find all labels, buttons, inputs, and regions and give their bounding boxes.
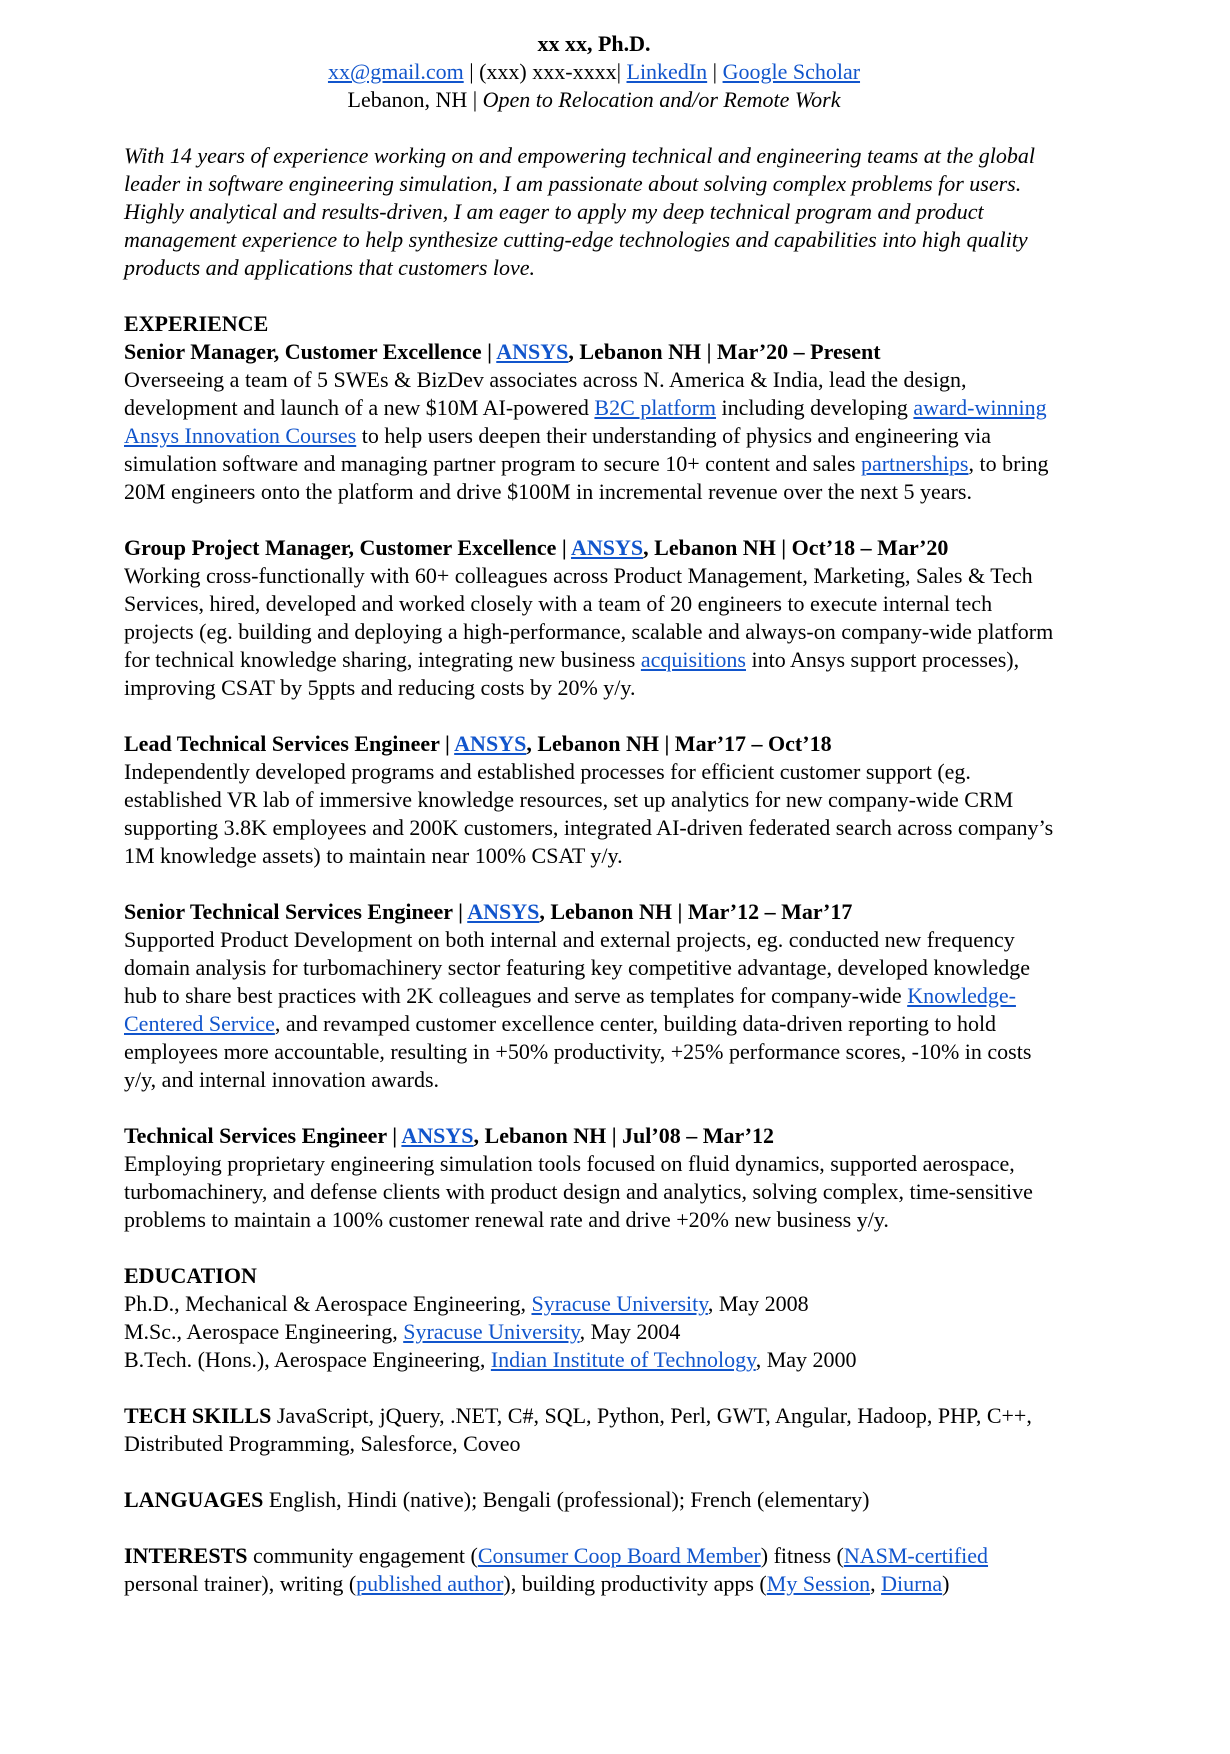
job-title-line [124,1122,1064,1150]
published-author-link[interactable]: published author [356,1571,504,1596]
email-link[interactable]: xx@gmail.com [327,59,464,84]
job-role: Lead Technical Services Engineer | [124,731,455,756]
experience-heading: EXPERIENCE [124,311,269,336]
linkedin-link[interactable]: LinkedIn [626,59,708,84]
company-link[interactable]: ANSYS [571,535,644,560]
job-text: to help users deepen their understanding of physics and engineering via simulation software and managing partner program to secure 10+ content and sales [124,423,991,476]
job-location-dates: , Lebanon NH | Mar’20 – Present [568,339,881,364]
location-line [124,86,1064,114]
school-link[interactable]: Syracuse University [531,1291,708,1316]
job-text: , and revamped customer excellence center, building data-driven reporting to hold employees more accountable, resulting in +50% productivity, +25% performance scores, -10% in costs y/y, and internal innovation awards. [124,1011,1032,1092]
ansys-innovation-courses-link[interactable]: Ansys Innovation Courses [124,423,357,448]
education-list [124,1290,1064,1374]
tech-skills-heading: TECH SKILLS [124,1403,272,1428]
job-description: Employing proprietary engineering simulation tools focused on fluid dynamics, supported aerospace, turbomachinery, and defense clients with product design and analytics, solving complex, time-sensitive problems to maintain a 100% customer renewal rate and drive +20% new business y/y. [124,1151,1033,1232]
languages-heading: LANGUAGES [124,1487,264,1512]
tech-skills-text: JavaScript, jQuery, .NET, C#, SQL, Python, Perl, GWT, Angular, Hadoop, PHP, C++, Distributed Programming, Salesforce, Coveo [124,1403,1032,1456]
job-text: Working cross-functionally with 60+ colleagues across Product Management, Marketing, Sales & Tech Services, hired, developed and worked closely with a team of 20 engineers to execute internal tech projects (eg. building and deploying a high-performance, scalable and always-on company-wide platform for technical knowledge sharing, integrating new business [124,563,1054,672]
education-heading: EDUCATION [124,1263,257,1288]
job-location-dates: , Lebanon NH | Jul’08 – Mar’12 [473,1123,774,1148]
job-senior-technical-services-engineer [124,898,1064,1094]
job-role: Senior Manager, Customer Excellence | [124,339,497,364]
consumer-coop-link[interactable]: Consumer Coop Board Member [477,1543,761,1568]
job-technical-services-engineer [124,1122,1064,1234]
interests-text: ), building productivity apps ( [503,1571,767,1596]
job-group-project-manager [124,534,1064,702]
job-description: Independently developed programs and established processes for efficient customer support (eg. established VR lab of immersive knowledge resources, set up analytics for new company-wide CRM supporting 3.8K employees and 200K customers, integrated AI-driven federated search across company’s 1M knowledge assets) to maintain near 100% CSAT y/y. [124,759,1054,868]
company-link[interactable]: ANSYS [401,1123,474,1148]
knowledge-centered-service-link[interactable]: Knowledge-Centered Service [124,983,1016,1036]
job-senior-manager [124,338,1064,506]
job-text: , to bring 20M engineers onto the platform and drive $100M in incremental revenue over the next 5 years. [124,451,1049,504]
job-text: Supported Product Development on both internal and external projects, eg. conducted new frequency domain analysis for turbomachinery sector featuring key competitive advantage, developed knowledge hub to share best practices with 2K colleagues and serve as templates for company-wide [124,927,1030,1008]
nasm-certified-link[interactable]: NASM-certified [843,1543,989,1568]
job-title-line [124,534,1064,562]
education-item [124,1290,1064,1318]
b2c-platform-link[interactable]: B2C platform [594,395,717,420]
job-text: into Ansys support processes), improving CSAT by 5ppts and reducing costs by 20% y/y. [124,647,1020,700]
summary-paragraph: With 14 years of experience working on and empowering technical and engineering teams at the global leader in software engineering simulation, I am passionate about solving complex problems for users. Highly analytical and results-driven, I am eager to apply my deep technical program and product management experience to help synthesize cutting-edge technologies and capabilities into high quality products and applications that customers love. [124,143,1035,280]
my-session-link[interactable]: My Session [766,1571,871,1596]
languages-section [124,1486,1064,1514]
phone-text: | (xxx) xxx-xxxx| [463,59,627,84]
interests-text: , [870,1571,882,1596]
interests-heading: INTERESTS [124,1543,248,1568]
resume-page [124,30,1064,1598]
interests-text: ) fitness ( [760,1543,844,1568]
acquisitions-link[interactable]: acquisitions [640,647,746,672]
job-title-line [124,898,1064,926]
google-scholar-link[interactable]: Google Scholar [722,59,861,84]
job-description [124,366,1064,506]
interests-text: ) [942,1571,950,1596]
degree-date: , May 2000 [755,1347,857,1372]
job-role: Senior Technical Services Engineer | [124,899,468,924]
location-text: Lebanon, NH | [347,87,483,112]
job-lead-technical-services-engineer [124,730,1064,870]
degree-text: Ph.D., Mechanical & Aerospace Engineering, [124,1291,532,1316]
interests-text: community engagement ( [247,1543,478,1568]
job-location-dates: , Lebanon NH | Mar’12 – Mar’17 [539,899,853,924]
company-link[interactable]: ANSYS [467,899,540,924]
education-item [124,1318,1064,1346]
school-link[interactable]: Indian Institute of Technology [490,1347,756,1372]
partnerships-link[interactable]: partnerships [860,451,969,476]
contact-separator: | [707,59,723,84]
job-title-line [124,338,1064,366]
job-text: including developing [716,395,914,420]
contact-line [124,58,1064,86]
job-description [124,562,1064,702]
job-location-dates: , Lebanon NH | Mar’17 – Oct’18 [526,731,832,756]
job-location-dates: , Lebanon NH | Oct’18 – Mar’20 [643,535,949,560]
degree-text: M.Sc., Aerospace Engineering, [124,1319,404,1344]
company-link[interactable]: ANSYS [454,731,527,756]
languages-text: English, Hindi (native); Bengali (professional); French (elementary) [263,1487,870,1512]
job-text: Overseeing a team of 5 SWEs & BizDev associates across N. America & India, lead the design, development and launch of a new $10M AI-powered [124,367,967,420]
award-winning-link[interactable]: award-winning [913,395,1047,420]
interests-section [124,1542,1064,1598]
resume-header [124,30,1064,114]
job-description [124,926,1064,1094]
job-title-line [124,730,1064,758]
job-role: Technical Services Engineer | [124,1123,402,1148]
job-role: Group Project Manager, Customer Excellence | [124,535,572,560]
interests-text: personal trainer), writing ( [124,1571,357,1596]
school-link[interactable]: Syracuse University [403,1319,580,1344]
company-link[interactable]: ANSYS [496,339,569,364]
degree-date: , May 2004 [579,1319,681,1344]
degree-date: , May 2008 [707,1291,809,1316]
candidate-name: xx xx, Ph.D. [537,31,651,56]
degree-text: B.Tech. (Hons.), Aerospace Engineering, [124,1347,491,1372]
tech-skills-section [124,1402,1064,1458]
education-item [124,1346,1064,1374]
diurna-link[interactable]: Diurna [881,1571,943,1596]
relocation-text: Open to Relocation and/or Remote Work [482,87,841,112]
